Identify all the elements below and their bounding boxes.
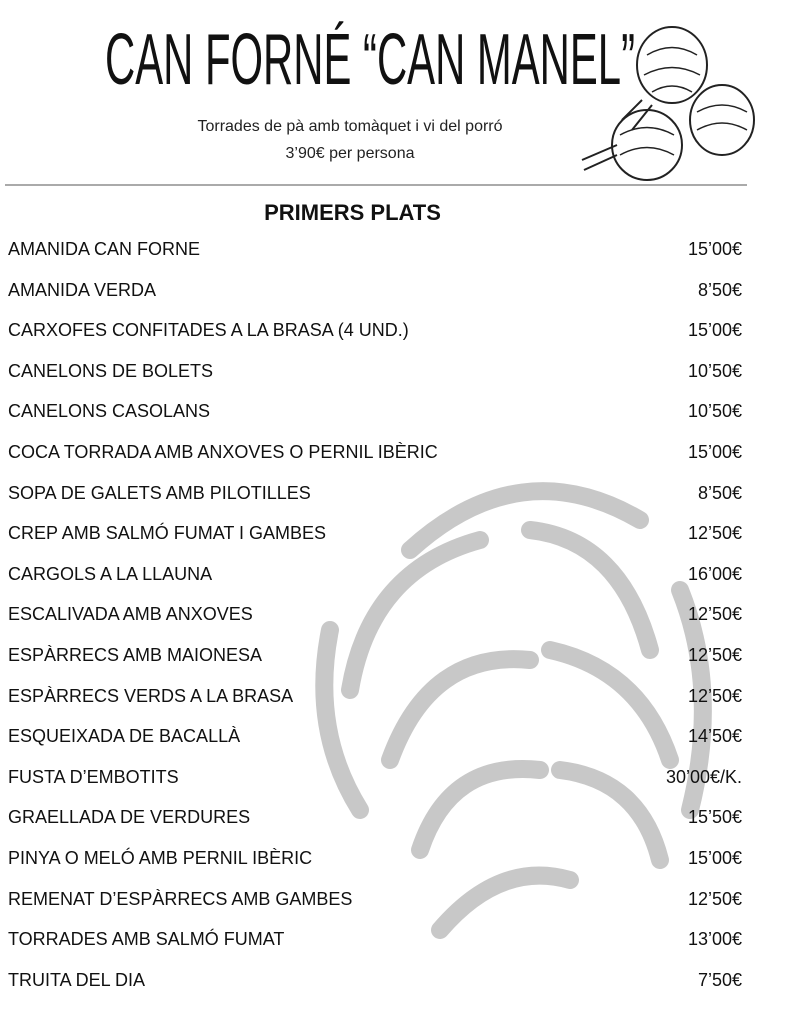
menu-item-name: CANELONS DE BOLETS [8, 360, 214, 381]
menu-item-name: COCA TORRADA AMB ANXOVES O PERNIL IBÈRIC [8, 442, 438, 462]
menu-item-name: ESCALIVADA AMB ANXOVES [8, 604, 253, 625]
menu-item [8, 968, 742, 992]
menu-item [8, 521, 742, 545]
divider [5, 184, 747, 186]
menu-item [8, 927, 742, 951]
menu-item-price: 15’00€ [687, 320, 742, 341]
menu-item-name: CREP AMB SALMÓ FUMAT I GAMBES [8, 523, 327, 544]
menu-item [8, 765, 742, 789]
menu-item [8, 724, 742, 748]
menu-item-price: 8’50€ [697, 482, 742, 503]
menu-item-price: 15’00€ [687, 848, 742, 868]
menu-item-price: 12’50€ [687, 523, 742, 544]
menu-item-name: ESPÀRRECS VERDS A LA BRASA [8, 685, 294, 706]
menu-item-price: 10’50€ [687, 360, 742, 381]
menu-item-name: GRAELLADA DE VERDURES [8, 807, 251, 828]
menu-item-name: REMENAT D’ESPÀRRECS AMB GAMBES [8, 888, 353, 909]
menu-item-name: ESPÀRRECS AMB MAIONESA [8, 645, 263, 665]
menu-item-price: 10’50€ [687, 401, 742, 422]
menu-item-name: TORRADES AMB SALMÓ FUMAT [8, 929, 285, 950]
menu-item-name: ESQUEIXADA DE BACALLÀ [8, 726, 241, 747]
menu-item [8, 887, 742, 911]
menu-item-price: 15’00€ [687, 239, 742, 259]
menu-item-price: 8’50€ [697, 279, 742, 300]
subtitle-line-1: Torrades de pà amb tomàquet i vi del porró [197, 118, 503, 135]
menu-item-name: FUSTA D’EMBOTITS [8, 766, 179, 787]
restaurant-title [100, 14, 640, 94]
menu-item [8, 359, 742, 383]
menu-item-price: 14’50€ [687, 726, 742, 747]
menu-item [8, 481, 742, 505]
menu-item-name: SOPA DE GALETS AMB PILOTILLES [8, 482, 311, 503]
menu-item [8, 440, 742, 464]
menu-item [8, 643, 742, 667]
menu-item [8, 278, 742, 302]
section-title: PRIMERS PLATS [264, 200, 441, 225]
menu-item [8, 846, 742, 870]
menu-item-price: 12’50€ [687, 685, 742, 706]
menu-item-name: AMANIDA CAN FORNE [8, 239, 201, 259]
menu-item [8, 399, 742, 423]
menu-item-price: 12’50€ [687, 604, 742, 625]
menu-item-name: CARGOLS A LA LLAUNA [8, 563, 213, 584]
restaurant-title-text: CAN FORNÉ “CAN MANEL” [105, 20, 635, 94]
menu-item-price: 13’00€ [687, 929, 742, 950]
menu-item-name: AMANIDA VERDA [8, 279, 157, 300]
menu-item-name: CANELONS CASOLANS [8, 401, 211, 422]
menu-item-price: 15’00€ [687, 442, 742, 462]
menu-item-price: 12’50€ [687, 888, 742, 909]
menu-item [8, 602, 742, 626]
menu-item [8, 237, 742, 261]
menu-item [8, 318, 742, 342]
menu-item [8, 805, 742, 829]
menu-item-price: 12’50€ [687, 645, 742, 665]
menu-item-price: 15’50€ [687, 807, 742, 828]
menu-item-price: 30’00€/K. [665, 766, 742, 787]
menu-item-name: TRUITA DEL DIA [8, 969, 146, 990]
menu-item-name: PINYA O MELÓ AMB PERNIL IBÈRIC [8, 848, 313, 868]
menu-item-price: 16’00€ [687, 563, 742, 584]
menu-item [8, 562, 742, 586]
subtitle-line-2: 3’90€ per persona [285, 145, 415, 162]
menu-item [8, 684, 742, 708]
menu-item-price: 7’50€ [697, 969, 742, 990]
menu-item-name: CARXOFES CONFITADES A LA BRASA (4 UND.) [8, 320, 409, 341]
